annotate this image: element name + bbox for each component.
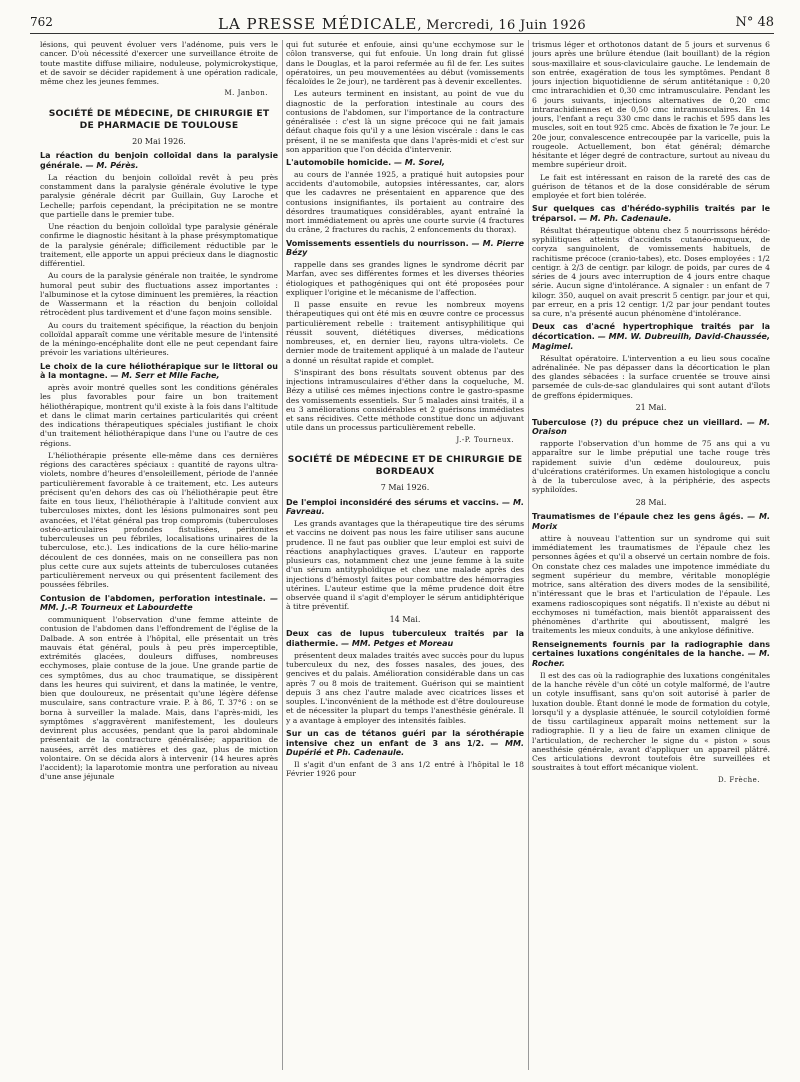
article-authors: — M. Serr et Mlle Fache, <box>110 371 220 381</box>
paragraph: communiquent l'observation d'une femme atteinte de contusion de l'abdomen dans l'effondrement de l'église de la Dalbade. A son entrée à l'hôpital, elle présentait un très mauvais état général, pouls à peu près imperceptible, extrémités glacées, douleurs diffuses, nombreuses ecchymoses, plaie contuse de la joue. Une grande partie de ces symptômes, dus au choc traumatique, se dissipèrent dans les heures qui suivirent, et dans la matinée, le ventre, bien que douloureux, ne présentait qu'une légère défense musculaire, sans contracture vraie. P. à 86, T. 37°6 : on se borna à surveiller la malade. Mais, dans l'après-midi, les symptômes s'aggravèrent manifestement, les douleurs devinrent plus accusées, pendant que la paroi abdominale présentait de la contracture généralisée; apparition de nausées, arrêt des matières et des gaz, plus de miction volontaire. On se décida alors à intervenir (14 heures après l'accident); la laparotomie montra une perforation au niveau d'une anse jéjunale <box>40 615 278 782</box>
article-title: Renseignements fournis par la radiographie dans certaines luxations congénitales de la hanche. — M. Rocher. <box>532 639 770 668</box>
session-date: 14 Mai. <box>389 614 421 624</box>
paragraph: La réaction du benjoin colloïdal revêt à peu près constamment dans la paralysie générale évolutive le type paralysie générale décrit par Guillain, Guy Laroche et Lechelle; parfois cependant, la précipitation ne se montre que partielle dans le premier tube. <box>40 172 278 219</box>
continued-paragraph: trismus léger et orthotonos datant de 5 jours et survenus 6 jours après une brûlure étendue (lait bouillant) de la région sous-maxillaire et sous-claviculaire gauche. Le lendemain de son entrée, exagération de tous les symptômes. Pendant 8 jours injection biquotidienne de sérum antitétanique : 0,20 cmc intrarachidien et 0,30 cmc intramusculaire. Pendant les 6 jours suivants, injections alternatives de 0,20 cmc intrarachidiennes et de 0,50 cmc intramusculaires. En 14 jours, l'enfant a reçu 330 cmc dans le rachis et 595 dans les muscles, soit en tout 925 cmc. Abcès de fixation le 7e jour. Le 20e jour, convalescence entrecoupée par la varicelle, puis la rougeole. Actuellement, bon état général; démarche hésitante et léger degré de contracture, surtout au niveau du membre supérieur droit. <box>532 40 770 170</box>
session-date: 21 Mai. <box>635 402 667 412</box>
paragraph: présentent deux malades traités avec succès pour du lupus tuberculeux du nez, des fosses nasales, des joues, des gencives et du palais. Amélioration considérable dans un cas après 7 ou 8 mois de traitement. Guérison qui se maintient depuis 3 ans chez l'autre malade avec cicatrices lisses et souples. L'inconvénient de la méthode est d'être douloureuse et de nécessiter la plupart du temps l'anesthésie générale. Il y a avantage à employer des intensités faibles. <box>286 650 524 725</box>
article-title: Contusion de l'abdomen, perforation intestinale. — MM. J.-P. Tourneux et Labourdette <box>40 593 278 613</box>
article-authors: — M. Favreau. <box>286 497 524 517</box>
issue-number: N° 48 <box>735 15 774 30</box>
paragraph: attire à nouveau l'attention sur un syndrome qui suit immédiatement les traumatismes de l'épaule chez les personnes âgées et qu'il a observé un certain nombre de fois. On constate chez ces malades une impotence immédiate du segment supérieur du membre, véritable monoplégie motrice, sans altération des divers modes de la sensibilité, n'intéressant que le bras et l'articulation de l'épaule. Les examens radioscopiques sont négatifs. Il n'existe au début ni ecchymoses ni tuméfaction, mais bientôt apparaissent des phénomènes d'arthrite qui aboutissent, malgré les traitements les mieux conduits, à une ankylose définitive. <box>532 533 770 636</box>
article-authors: — M. Morix <box>532 512 770 531</box>
article-authors: — M. Pierre Bézy <box>286 238 524 258</box>
article-title: L'automobile homicide. — M. Sorel, <box>286 158 445 167</box>
column-2 <box>286 40 524 1075</box>
paragraph: Résultat opératoire. L'intervention a eu lieu sous cocaïne adrénalinée. Ne pas dépasser dans la décortication le plan des glandes sébacées : la surface cruentée se trouve ainsi parsemée de culs-de-sac glandulaires qui sont autant d'îlots de greffons épidermiques. <box>532 353 770 400</box>
journal-masthead <box>30 15 774 33</box>
session-date: 7 Mai 1926. <box>380 482 430 492</box>
paragraph: Le fait est intéressant en raison de la rareté des cas de guérison de tétanos et de la dose considérable de sérum employée et fort bien tolérée. <box>532 172 770 200</box>
paragraph: Au cours de la paralysie générale non traitée, le syndrome humoral peut subir des fluctuations assez importantes : l'albuminose et la cytose diminuent les premières, la réaction de Wassermann et la réaction du benjoin colloïdal rétrocèdent plus tardivement et d'une façon moins sensible. <box>40 271 278 318</box>
article-title: Traumatismes de l'épaule chez les gens âgés. — M. Morix <box>532 512 770 531</box>
signature: D. Frèche. <box>718 775 760 784</box>
article-title: Vomissements essentiels du nourrisson. — M. Pierre Bézy <box>286 238 524 258</box>
column-divider <box>282 40 283 1070</box>
article-authors: — MM. W. Dubreuilh, David-Chaussée, Magimel. <box>532 332 770 351</box>
article-authors: — MM. J.-P. Tourneux et Labourdette <box>40 593 278 613</box>
society-heading: SOCIÉTÉ DE MÉDECINE ET DE CHIRURGIE DE BORDEAUX <box>287 454 523 478</box>
paragraph: Il s'agit d'un enfant de 3 ans 1/2 entré à l'hôpital le 18 Février 1926 pour <box>286 760 524 779</box>
paragraph: S'inspirant des bons résultats souvent obtenus par des injections intramusculaires d'éther dans la coqueluche, M. Bézy a utilisé ces mêmes injections contre le gastro-spasme des vomissements essentiels. Sur 5 malades ainsi traités, il a eu 3 améliorations considérables et 2 guérisons immédiates et sans récidives. Cette méthode constitue donc un adjuvant utile dans un processus particulièrement rebelle. <box>286 367 524 433</box>
continued-paragraph: lésions, qui peuvent évoluer vers l'adénome, puis vers le cancer. D'où nécessité d'exercer une surveillance étroite de toute mastite diffuse miliaire, noduleuse, polymicrokystique, et de savoir se décider rapidement à une opération radicale, même chez les jeunes femmes. <box>40 40 278 86</box>
paragraph: après avoir montré quelles sont les conditions générales les plus favorables pour faire un bon traitement héliothérapique, montrent qu'il existe à la fois dans l'altitude et dans le climat marin certaines particularités qui créent des indications thérapeutiques spéciales justifiant le choix d'un traitement héliothérapique dans l'une ou l'autre de ces régions. <box>40 383 278 448</box>
paragraph: Les auteurs terminent en insistant, au point de vue du diagnostic de la perforation intestinale au cours des contusions de l'abdomen, sur l'importance de la contracture généralisée : c'est là un signe précoce qui ne fait jamais défaut chaque fois qu'il y a une lésion viscérale : dans le cas présent, il ne se manifesta que dans l'après-midi et c'est sur son apparition que l'on décida d'intervenir. <box>286 89 524 154</box>
column-divider <box>528 40 529 1070</box>
paragraph: Il est des cas où la radiographie des luxations congénitales de la hanche révèle d'un côté un cotyle malformé, de l'autre un cotyle insuffisant, sans qu'on soit autorisé à parler de luxation double. Étant donné le mode de formation du cotyle, lorsqu'il y a dysplasie atténuée, le sourcil cotyloïdien formé de tissu cartilagineux apparaît moins nettement sur la radiographie. Il y a lieu de faire un examen clinique de l'articulation, de rechercher le signe du « piston » sous anesthésie générale, avant d'appliquer un appareil plâtré. Ces articulations devront toutefois être surveillées et soustraites à tout effort mécanique violent. <box>532 670 770 773</box>
article-authors: — M. Sorel, <box>393 158 445 167</box>
article-authors: — MM. Petges et Moreau <box>341 639 454 649</box>
article-title: La réaction du benjoin colloïdal dans la paralysie générale. — M. Pérès. <box>40 151 278 171</box>
paragraph: Au cours du traitement spécifique, la réaction du benjoin colloïdal apparaît comme une véritable mesure de l'intensité de la méningo-encéphalite dont elle ne peut cependant faire prévoir les variations ultérieures. <box>40 320 278 358</box>
article-title: De l'emploi inconsidéré des sérums et vaccins. — M. Favreau. <box>286 497 524 517</box>
session-date: 20 Mai 1926. <box>132 136 186 146</box>
continued-paragraph: qui fut suturée et enfouie, ainsi qu'une ecchymose sur le côlon transverse, qui fut enfouie. Un long drain fut glissé dans le Douglas, et la paroi refermée au fil de fer. Les suites opératoires, un peu mouvementées au début (vomissements fécaloïdes le 2e jour), ne tardèrent pas à devenir excellentes. <box>286 40 524 86</box>
paragraph: Les grands avantages que la thérapeutique tire des sérums et vaccins ne doivent pas nous les faire utiliser sans aucune prudence. Il ne faut pas oublier que leur emploi est suivi de réactions anaphylactiques graves. L'auteur en rapporte plusieurs cas, notamment chez une jeune femme à la suite d'un sérum antityphoïdique et chez une malade après des injections d'hémostyl faites pour combattre des hémorragies utérines. L'auteur estime que la même prudence doit être observée quand il s'agit d'employer le sérum antidiphtérique à titre préventif. <box>286 519 524 612</box>
running-header <box>30 15 774 34</box>
column-1 <box>40 40 278 1075</box>
article-authors: — M. Oraison <box>532 417 770 437</box>
article-authors: — M. Pérès. <box>85 161 139 171</box>
article-title: Sur quelques cas d'hérédo-syphilis traités par le tréparsol. — M. Ph. Cadenaule. <box>532 204 770 223</box>
article-authors: — M. Rocher. <box>532 649 770 668</box>
paragraph: au cours de l'année 1925, a pratiqué huit autopsies pour accidents d'automobile, autopsies intéressantes, car, alors que les cadavres ne présentaient en apparence que des contusions insignifiantes, ils portaient au contraire des désordres traumatiques considérables, ayant entraîné la mort immédiatement ou après une courte survie (4 fractures du crâne, 2 fractures du rachis, 2 enfoncements du thorax). <box>286 169 524 235</box>
article-title: Le choix de la cure héliothérapique sur le littoral ou à la montagne. — M. Serr et Mlle Fache, <box>40 361 278 381</box>
issue-date: , Mercredi, 16 Juin 1926 <box>417 18 586 33</box>
article-title: Tuberculose (?) du prépuce chez un vieillard. — M. Oraison <box>532 417 770 437</box>
signature: M. Janbon. <box>224 89 268 98</box>
paragraph: Résultat thérapeutique obtenu chez 5 nourrissons hérédo-syphilitiques atteints d'accidents cutanéo-muqueux, de coryza sanguinolent, de vomissements habituels, de rachitisme précoce (cranio-tabes), etc. Doses employées : 1/2 centigr. à 2/3 de centigr. par kilogr. de poids, par cures de 4 séries de 4 jours avec interruption de 4 jours entre chaque série. Aucun signe d'intolérance. A signaler : un enfant de 7 kilogr. 350, auquel on avait prescrit 5 centigr. par jour et qui, par erreur, en a pris 12 centigr. 1/2 par jour pendant toutes sa cure, n'a présenté aucun phénomène d'intolérance. <box>532 225 770 318</box>
paragraph: L'héliothérapie présente elle-même dans ces dernières régions des caractères spéciaux : quantité de rayons ultra-violets, nombre d'heures d'ensoleillement, période de l'année particulièrement favorable à ce traitement, etc. Les auteurs précisent qu'en dehors des cas où l'héliothérapie peut être faite en tous lieux, l'héliothérapie à l'altitude convient aux tuberculoses mixtes, dont les lésions pulmonaires sont peu avancées, et l'état général pas trop compromis (tuberculoses ostéo-articulaires profondes fistulisées, péritonites tuberculeuses un peu fébriles, localisations urinaires de la tuberculose, etc.). Les indications de la cure hélio-marine découlent de ces données, mais on ne conseillera pas non plus cette cure aux sujets atteints de tuberculoses cutanées particulièrement nerveux ou qui présentent facilement des poussées fébriles. <box>40 450 278 590</box>
article-authors: — MM. Dupérié et Ph. Cadenaule. <box>286 738 524 758</box>
signature: J.-P. Tourneux. <box>456 435 514 444</box>
paragraph: Une réaction du benjoin colloïdal type paralysie générale confirme le diagnostic hésitant à la phase présymptomatique de la paralysie générale; difficilement réductible par le traitement, elle apporte un appui précieux dans le diagnostic différentiel. <box>40 222 278 269</box>
paragraph: Il passe ensuite en revue les nombreux moyens thérapeutiques qui ont été mis en œuvre contre ce processus particulièrement rebelle : traitement antisyphilitique qui réussit souvent, diététiques diverses, médications nombreuses, et, en dernier lieu, rayons ultra-violets. Ce dernier mode de traitement appliqué à un malade de l'auteur a donné un résultat rapide et complet. <box>286 300 524 365</box>
column-3 <box>532 40 770 1075</box>
journal-title: LA PRESSE MÉDICALE <box>217 15 418 33</box>
society-heading: SOCIÉTÉ DE MÉDECINE, DE CHIRURGIE ET DE PHARMACIE DE TOULOUSE <box>48 107 270 132</box>
article-title: Deux cas d'acné hypertrophique traités par la décortication. — MM. W. Dubreuilh, David-Chaussée, Magimel. <box>532 322 770 351</box>
article-authors: — M. Ph. Cadenaule. <box>579 214 672 223</box>
paragraph: rapporte l'observation d'un homme de 75 ans qui a vu apparaître sur le limbe préputial une tache rouge très rapidement suivie d'un œdème douloureux, puis d'ulcérations cratériformes. Un examen histologique a conclu à de la tuberculose avec, à la périphérie, des aspects syphiloïdes. <box>532 439 770 495</box>
article-title: Deux cas de lupus tuberculeux traités par la diathermie. — MM. Petges et Moreau <box>286 629 524 649</box>
session-date: 28 Mai. <box>635 497 667 507</box>
page-number: 762 <box>30 15 53 29</box>
article-title: Sur un cas de tétanos guéri par la sérothérapie intensive chez un enfant de 3 ans 1/2. — MM. Dupérié et Ph. Cadenaule. <box>286 728 524 758</box>
paragraph: rappelle dans ses grandes lignes le syndrome décrit par Marfan, avec ses différentes formes et les diverses théories étiologiques et pathogéniques qui ont été proposées pour expliquer l'origine et le mécanisme de l'affection. <box>286 260 524 297</box>
